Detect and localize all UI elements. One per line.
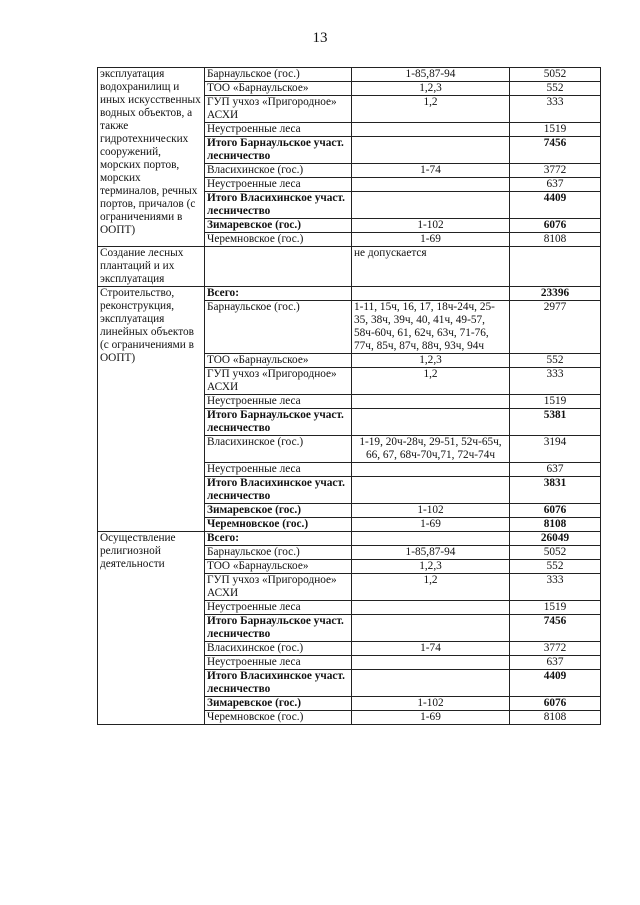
area-cell: 7456 (510, 615, 601, 642)
page-number: 13 (312, 30, 328, 46)
plots-cell (352, 532, 510, 546)
forest-use-table (97, 67, 601, 725)
activity-cell: эксплуатация водохранилищ и иных искусственных водных объектов, а также гидротехнических сооружений, морских портов, морских терминалов, речных портов, причалов (с ограничениями в ООПТ) (98, 68, 205, 247)
area-cell: 4409 (510, 670, 601, 697)
plots-cell: 1-19, 20ч-28ч, 29-51, 52ч-65ч, 66, 67, 68ч-70ч,71, 72ч-74ч (352, 436, 510, 463)
plots-cell (352, 123, 510, 137)
plots-cell: не допускается (352, 247, 510, 287)
plots-cell: 1-85,87-94 (352, 546, 510, 560)
plots-cell: 1-69 (352, 518, 510, 532)
area-cell: 637 (510, 178, 601, 192)
plots-cell (352, 477, 510, 504)
area-cell: 8108 (510, 518, 601, 532)
table-row (98, 68, 601, 82)
area-cell: 1519 (510, 123, 601, 137)
area-cell: 1519 (510, 395, 601, 409)
plots-cell (352, 615, 510, 642)
plots-cell: 1,2,3 (352, 354, 510, 368)
forestry-cell: Итого Власихинское участ. лесничество (205, 670, 352, 697)
plots-cell: 1-69 (352, 233, 510, 247)
forestry-cell: Черемновское (гос.) (205, 711, 352, 725)
area-cell: 26049 (510, 532, 601, 546)
area-cell: 333 (510, 574, 601, 601)
forestry-cell: Барнаульское (гос.) (205, 546, 352, 560)
forestry-cell: Неустроенные леса (205, 178, 352, 192)
plots-cell (352, 656, 510, 670)
plots-cell: 1-102 (352, 697, 510, 711)
forestry-cell: ГУП учхоз «Пригородное» АСХИ (205, 574, 352, 601)
plots-cell (352, 670, 510, 697)
forestry-cell: ГУП учхоз «Пригородное» АСХИ (205, 96, 352, 123)
forestry-cell: Неустроенные леса (205, 656, 352, 670)
forestry-cell: Черемновское (гос.) (205, 233, 352, 247)
forestry-cell: Зимаревское (гос.) (205, 504, 352, 518)
area-cell: 6076 (510, 504, 601, 518)
area-cell: 3194 (510, 436, 601, 463)
plots-cell (352, 287, 510, 301)
forestry-cell: Неустроенные леса (205, 395, 352, 409)
area-cell: 2977 (510, 301, 601, 354)
forestry-cell: Итого Барнаульское участ. лесничество (205, 409, 352, 436)
area-cell (510, 247, 601, 287)
table-row (98, 287, 601, 301)
plots-cell: 1-74 (352, 642, 510, 656)
forestry-cell: Всего: (205, 287, 352, 301)
table-body (98, 68, 601, 725)
area-cell: 8108 (510, 711, 601, 725)
plots-cell: 1-74 (352, 164, 510, 178)
forestry-cell: Власихинское (гос.) (205, 436, 352, 463)
forestry-cell: Всего: (205, 532, 352, 546)
area-cell: 5052 (510, 68, 601, 82)
area-cell: 6076 (510, 219, 601, 233)
forestry-cell: Неустроенные леса (205, 463, 352, 477)
plots-cell (352, 395, 510, 409)
plots-cell (352, 463, 510, 477)
area-cell: 5052 (510, 546, 601, 560)
area-cell: 552 (510, 354, 601, 368)
forestry-cell: Итого Барнаульское участ. лесничество (205, 137, 352, 164)
plots-cell: 1-102 (352, 504, 510, 518)
forestry-cell: Барнаульское (гос.) (205, 68, 352, 82)
plots-cell (352, 137, 510, 164)
plots-cell: 1,2,3 (352, 82, 510, 96)
forestry-cell: Зимаревское (гос.) (205, 697, 352, 711)
area-cell: 552 (510, 560, 601, 574)
area-cell: 333 (510, 368, 601, 395)
area-cell: 3772 (510, 642, 601, 656)
forestry-cell: ТОО «Барнаульское» (205, 354, 352, 368)
area-cell: 552 (510, 82, 601, 96)
plots-cell (352, 178, 510, 192)
area-cell: 5381 (510, 409, 601, 436)
plots-cell: 1-102 (352, 219, 510, 233)
plots-cell (352, 192, 510, 219)
forestry-cell: Зимаревское (гос.) (205, 219, 352, 233)
forestry-cell: Неустроенные леса (205, 601, 352, 615)
forestry-cell: ГУП учхоз «Пригородное» АСХИ (205, 368, 352, 395)
table-row (98, 247, 601, 287)
forestry-cell (205, 247, 352, 287)
area-cell: 4409 (510, 192, 601, 219)
area-cell: 8108 (510, 233, 601, 247)
forestry-cell: Неустроенные леса (205, 123, 352, 137)
plots-cell: 1-11, 15ч, 16, 17, 18ч-24ч, 25-35, 38ч, 39ч, 40, 41ч, 49-57, 58ч-60ч, 61, 62ч, 63ч, 71-76, 77ч, 85ч, 87ч, 88ч, 93ч, 94ч (352, 301, 510, 354)
plots-cell: 1,2,3 (352, 560, 510, 574)
forestry-cell: Итого Барнаульское участ. лесничество (205, 615, 352, 642)
plots-cell: 1-85,87-94 (352, 68, 510, 82)
activity-cell: Строительство, реконструкция, эксплуатация линейных объектов (с ограничениями в ООПТ) (98, 287, 205, 532)
plots-cell: 1,2 (352, 368, 510, 395)
forestry-cell: ТОО «Барнаульское» (205, 560, 352, 574)
forestry-cell: Власихинское (гос.) (205, 164, 352, 178)
forestry-cell: Итого Власихинское участ. лесничество (205, 477, 352, 504)
area-cell: 333 (510, 96, 601, 123)
area-cell: 23396 (510, 287, 601, 301)
activity-cell: Осуществление религиозной деятельности (98, 532, 205, 725)
forestry-cell: Власихинское (гос.) (205, 642, 352, 656)
plots-cell (352, 409, 510, 436)
forestry-cell: Барнаульское (гос.) (205, 301, 352, 354)
area-cell: 6076 (510, 697, 601, 711)
plots-cell: 1,2 (352, 574, 510, 601)
activity-cell: Создание лесных плантаций и их эксплуатация (98, 247, 205, 287)
plots-cell: 1-69 (352, 711, 510, 725)
area-cell: 637 (510, 463, 601, 477)
plots-cell (352, 601, 510, 615)
table-row (98, 532, 601, 546)
area-cell: 637 (510, 656, 601, 670)
area-cell: 7456 (510, 137, 601, 164)
forestry-cell: Итого Власихинское участ. лесничество (205, 192, 352, 219)
forestry-cell: Черемновское (гос.) (205, 518, 352, 532)
area-cell: 3831 (510, 477, 601, 504)
area-cell: 3772 (510, 164, 601, 178)
area-cell: 1519 (510, 601, 601, 615)
plots-cell: 1,2 (352, 96, 510, 123)
forestry-cell: ТОО «Барнаульское» (205, 82, 352, 96)
